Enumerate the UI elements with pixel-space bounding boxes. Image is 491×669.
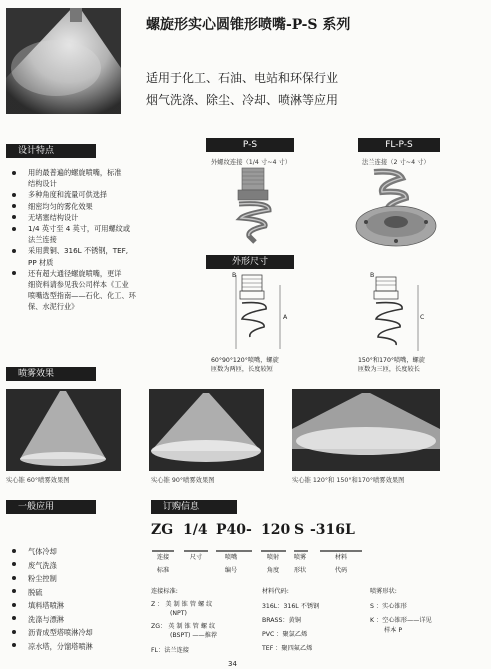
shape-k-1: K ：空心锥形——详见 [370, 617, 432, 624]
order-label-angle-1: 喷射 [266, 554, 280, 561]
shape-s: S ：实心锥形 [370, 603, 407, 610]
order-label-shape-2: 形状 [293, 567, 307, 574]
conn-z-1: Z ： 美 制 锥 管 螺 纹 [151, 601, 213, 608]
list-item: 保、水泥行业》 [28, 302, 79, 312]
order-code-material: -316L [310, 522, 355, 538]
dims-mark-a: A [283, 314, 288, 321]
list-item: 脱硫 [8, 586, 148, 600]
shape-title: 喷雾形状: [370, 588, 397, 595]
order-code-angle: 120 [261, 522, 291, 538]
order-label-nozzle-1: 喷嘴 [224, 554, 238, 561]
dims-left-caption-1: 60°90°120°喷嘴，螺旋 [211, 357, 279, 364]
spray-image-90 [149, 389, 264, 471]
list-item: 法兰连接 [28, 235, 57, 245]
order-label-material-1: 材料 [334, 554, 348, 561]
subtitle-line-1: 适用于化工、石油、电站和环保行业 [146, 71, 339, 85]
order-label-nozzle-2: 编号 [224, 567, 238, 574]
list-item: 无堵塞结构设计 [8, 212, 183, 223]
list-item: 多种角度和流量可供选择 [8, 189, 183, 200]
mat-pvc: PVC ：聚氯乙烯 [262, 631, 308, 638]
flps-header: FL-P-S [358, 138, 440, 152]
dims-left-drawing [220, 271, 290, 353]
ps-header: P-S [206, 138, 294, 152]
list-item: 粉尘控制 [8, 572, 148, 586]
list-item: 洗涤与漂淋 [8, 613, 148, 627]
dims-header: 外形尺寸 [206, 255, 294, 269]
mat-title: 材料代码: [262, 588, 289, 595]
list-item: 沥青成型塔喷淋冷却 [8, 626, 148, 640]
mat-brass: BRASS：黄铜 [262, 617, 301, 624]
features-list [8, 167, 183, 313]
flps-nozzle-image [352, 166, 444, 252]
list-item: 细密均匀的雾化效果 [8, 201, 183, 212]
order-label-shape-1: 喷雾 [293, 554, 307, 561]
order-label-connection-2: 标准 [156, 567, 170, 574]
list-item: 1/4 英寸至 4 英寸，可用螺纹或 [8, 223, 183, 234]
flps-caption: 法兰连接（2 寸~4 寸） [362, 159, 430, 166]
conn-zg-2: (BSPT) ——推荐 [170, 632, 218, 639]
mat-tef: TEF ：聚四氟乙烯 [262, 645, 313, 652]
list-item: 气体冷却 [8, 545, 148, 559]
ps-caption: 外螺纹连接（1/4 寸~4 寸） [211, 159, 292, 166]
dims-right-caption-2: 匝数为三匝，长度较长 [358, 366, 420, 373]
order-code-size: 1/4 [183, 522, 208, 538]
conn-zg-1: ZG： 英 制 锥 管 螺 纹 [151, 623, 216, 630]
order-label-size-1: 尺寸 [189, 554, 203, 561]
dims-mark-b-left: B [232, 272, 237, 279]
page-number: 34 [228, 660, 237, 668]
spray-image-60 [6, 389, 121, 471]
conn-z-2: (NPT) [170, 610, 187, 617]
spray-caption-90: 实心锥 90°喷雾效果图 [151, 477, 215, 484]
hero-spray-image [6, 8, 121, 114]
order-label-angle-2: 角度 [266, 567, 280, 574]
list-item: 细资料请参见我公司样本《工业 [28, 280, 129, 290]
order-header: 订购信息 [151, 500, 237, 514]
dims-left-caption-2: 匝数为两匝，长度较短 [211, 366, 273, 373]
spray-image-120-150-170 [292, 389, 440, 471]
list-item: 喷嘴选型指南——石化、化工、环 [28, 291, 136, 301]
list-item: 还有超大通径螺旋喷嘴，更详 [8, 268, 183, 279]
order-label-material-2: 代码 [334, 567, 348, 574]
order-code-shape: S [294, 522, 305, 538]
order-code-nozzle: P40- [216, 522, 252, 538]
features-header: 设计特点 [6, 144, 96, 158]
dims-mark-b-right: B [370, 272, 375, 279]
dims-mark-c: C [420, 314, 425, 321]
order-code-connection: ZG [151, 522, 174, 538]
order-code-underlines [150, 540, 370, 546]
list-item: 填料塔喷淋 [8, 599, 148, 613]
conn-fl: FL：法兰连接 [151, 647, 189, 654]
list-item: 用的最普遍的螺旋喷嘴，标准 [8, 167, 183, 178]
list-item: 凉水塔，分馏塔喷淋 [8, 640, 148, 654]
list-item: 废气洗涤 [8, 559, 148, 573]
spray-caption-120: 实心锥 120°和 150°和170°喷雾效果图 [292, 477, 405, 484]
ps-nozzle-image [225, 166, 280, 246]
apps-header: 一般应用 [6, 500, 96, 514]
order-label-connection-1: 连接 [156, 554, 170, 561]
mat-316l: 316L：316L 不锈钢 [262, 603, 320, 610]
spray-header: 喷雾效果 [6, 367, 96, 381]
list-item: 采用黄铜、316L 不锈钢，TEF, [8, 245, 183, 256]
page-title: 螺旋形实心圆锥形喷嘴-P-S 系列 [146, 17, 351, 33]
apps-list [8, 545, 148, 653]
subtitle-line-2: 烟气洗涤、除尘、冷却、喷淋等应用 [146, 93, 339, 107]
spray-caption-60: 实心锥 60°喷雾效果图 [6, 477, 70, 484]
dims-right-caption-1: 150°和170°喷嘴，螺旋 [358, 357, 425, 364]
list-item: 结构设计 [28, 179, 57, 189]
conn-title: 连接标准: [151, 588, 178, 595]
list-item: PP 材质 [28, 257, 54, 267]
dims-right-drawing [358, 271, 438, 353]
shape-k-2: 样本 P [384, 627, 403, 634]
